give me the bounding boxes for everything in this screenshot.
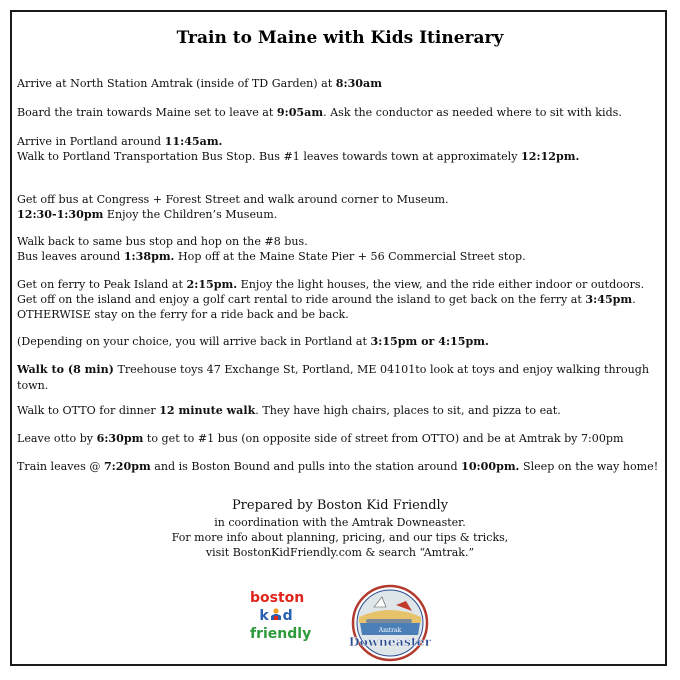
text-run: . <box>632 293 636 306</box>
text-run: 11:45am. <box>164 135 223 148</box>
text-run: Get on ferry to Peak Island at <box>17 278 187 291</box>
paragraph <box>17 277 657 293</box>
text-run: Get off on the island and enjoy a golf cart rental to ride around the island to get back on the ferry at <box>17 293 586 306</box>
paragraph <box>17 403 657 419</box>
kid-figure-icon <box>270 608 282 621</box>
text-run: Get off bus at Congress + Forest Street and walk around corner to Museum. <box>17 193 449 206</box>
paragraph <box>17 149 657 165</box>
paragraph <box>17 459 657 475</box>
text-run: 12:30-1:30pm <box>17 208 104 221</box>
paragraph <box>17 207 657 223</box>
text-run: Sleep on the way home! <box>519 460 659 473</box>
paragraph <box>17 249 657 265</box>
text-run: OTHERWISE stay on the ferry for a ride back and be back. <box>17 308 349 321</box>
paragraph <box>17 76 657 92</box>
paragraph <box>17 431 657 447</box>
text-run: Treehouse toys 47 Exchange St, Portland, ME 04101to look at toys and enjoy walking through town. <box>17 363 650 392</box>
text-run: Bus leaves around <box>17 250 124 263</box>
paragraph <box>17 105 657 121</box>
footer-line: in coordination with the Amtrak Downeaster. <box>214 516 466 529</box>
footer-line: visit BostonKidFriendly.com & search “Amtrak.” <box>205 546 475 559</box>
text-run: (Depending on your choice, you will arrive back in Portland at <box>17 335 371 348</box>
text-run: 2:15pm. <box>186 278 238 291</box>
text-run: Walk to Portland Transportation Bus Stop. Bus #1 leaves towards town at approximately <box>17 150 522 163</box>
text-run: Enjoy the Children’s Museum. <box>103 208 278 221</box>
text-run: Train leaves @ <box>17 460 104 473</box>
logo-text <box>250 607 302 625</box>
logo-text: friendly <box>250 626 312 642</box>
paragraph <box>17 134 657 150</box>
paragraph <box>17 362 657 393</box>
text-run: 9:05am <box>276 106 324 119</box>
text-run: Board the train towards Maine set to leave at <box>17 106 277 119</box>
text-run: 12 minute walk <box>159 404 256 417</box>
logo-text: k <box>259 608 269 624</box>
text-run: . Ask the conductor as needed where to sit with kids. <box>323 106 622 119</box>
footer-line: For more info about planning, pricing, and our tips & tricks, <box>171 531 509 544</box>
paragraph <box>17 334 657 350</box>
text-run: Enjoy the light houses, the view, and the ride either indoor or outdoors. <box>237 278 645 291</box>
paragraph <box>17 292 657 308</box>
text-run: 12:12pm. <box>521 150 580 163</box>
text-run: Walk to OTTO for dinner <box>17 404 160 417</box>
text-run: Leave otto by <box>17 432 97 445</box>
prepared-by: Prepared by Boston Kid Friendly <box>231 498 449 513</box>
text-run: and is Boston Bound and pulls into the station around <box>150 460 462 473</box>
text-run: Arrive in Portland around <box>17 135 165 148</box>
logo-downeaster-text: Downeaster <box>348 634 432 649</box>
boston-kid-friendly-logo <box>250 589 312 643</box>
text-run: Hop off at the Maine State Pier + 56 Commercial Street stop. <box>174 250 526 263</box>
text-run: Walk back to same bus stop and hop on the #8 bus. <box>17 235 308 248</box>
text-run: 10:00pm. <box>461 460 520 473</box>
text-run: 3:45pm <box>585 293 633 306</box>
text-run: 1:38pm. <box>123 250 175 263</box>
text-run: 7:20pm <box>103 460 151 473</box>
paragraph <box>17 307 657 323</box>
text-run: 3:15pm or 4:15pm. <box>370 335 489 348</box>
logo-text: d <box>282 608 293 624</box>
text-run: to get to #1 bus (on opposite side of street from OTTO) and be at Amtrak by 7:00pm <box>143 432 624 445</box>
amtrak-downeaster-logo <box>346 583 434 663</box>
logo-text: boston <box>250 590 305 606</box>
paragraph <box>17 192 657 208</box>
footer <box>0 497 680 560</box>
text-run: Walk to (8 min) <box>17 363 114 376</box>
text-run: . They have high chairs, places to sit, and pizza to eat. <box>255 404 561 417</box>
text-run: 6:30pm <box>96 432 144 445</box>
text-run: Arrive at North Station Amtrak (inside of TD Garden) at <box>17 77 336 90</box>
paragraph <box>17 234 657 250</box>
logo-amtrak-text: Amtrak <box>378 627 402 634</box>
page-title: Train to Maine with Kids Itinerary <box>176 28 504 48</box>
text-run: 8:30am <box>335 77 382 90</box>
